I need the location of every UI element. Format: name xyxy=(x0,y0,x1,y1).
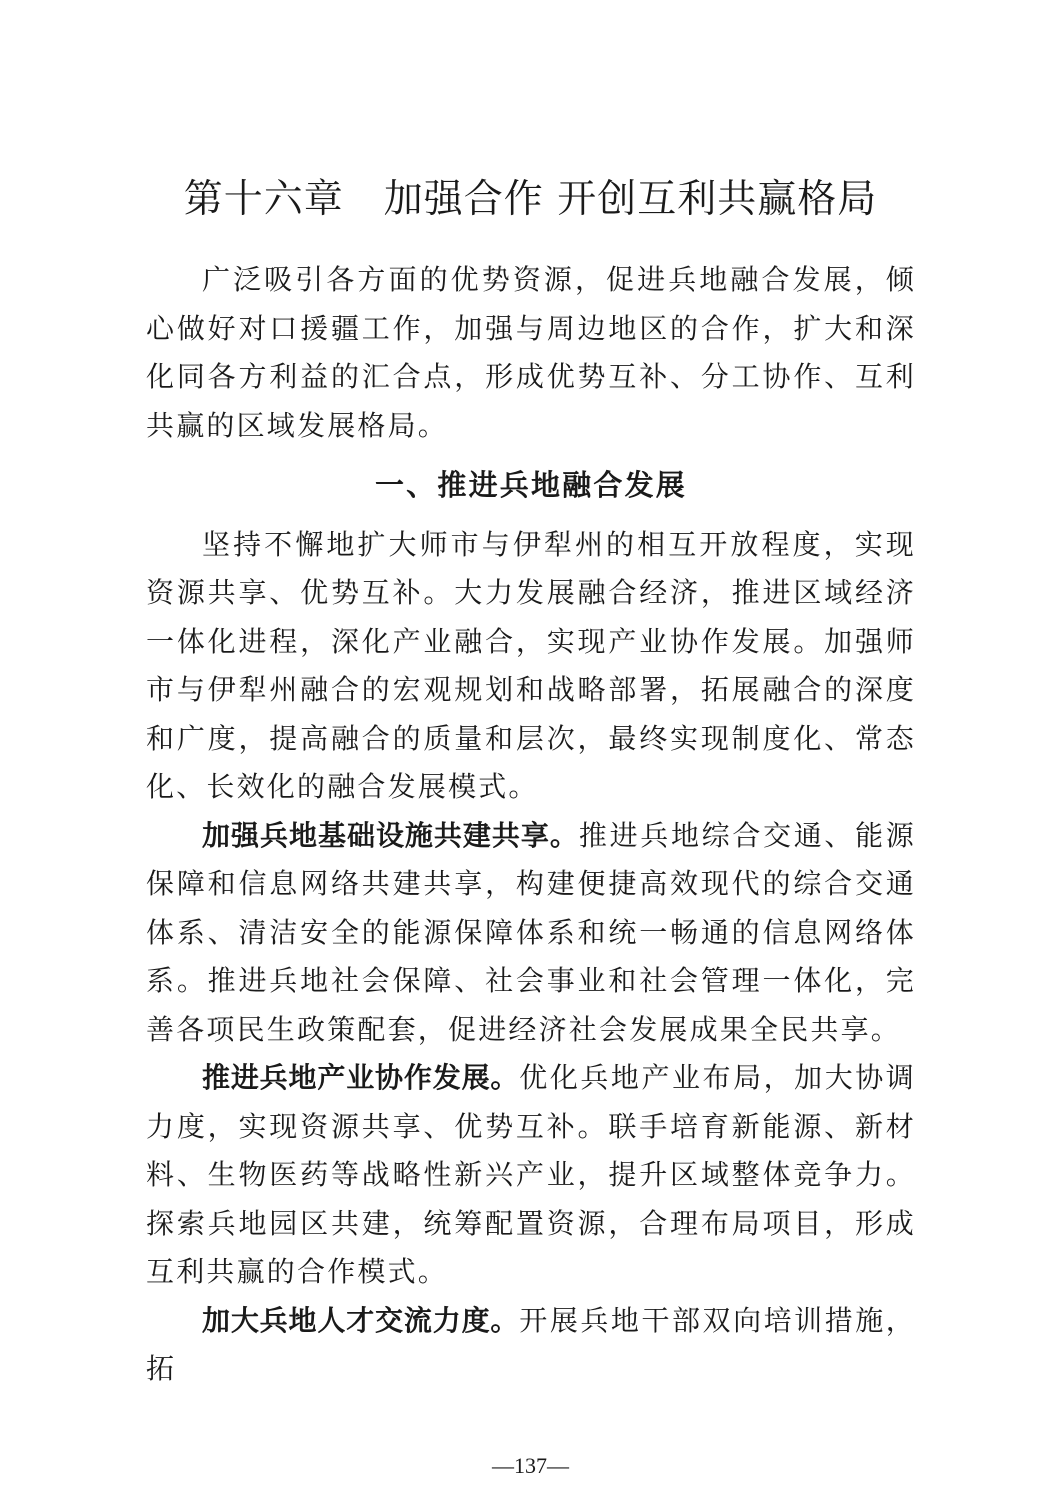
page-number: —137— xyxy=(492,1453,569,1478)
section-paragraph-2 xyxy=(146,812,916,1055)
section-paragraph-1 xyxy=(146,521,916,812)
paragraph-text: 推进兵地综合交通、能源保障和信息网络共建共享，构建便捷高效现代的综合交通体系、清洁安全的能源保障体系和统一畅通的信息网络体系。推进兵地社会保障、社会事业和社会管理一体化，完善各项民生政策配套，促进经济社会发展成果全民共享。 xyxy=(146,818,916,1046)
paragraph-text: 坚持不懈地扩大师市与伊犁州的相互开放程度，实现资源共享、优势互补。大力发展融合经济，推进区域经济一体化进程，深化产业融合，实现产业协作发展。加强师市与伊犁州融合的宏观规划和战略部署，拓展融合的深度和广度，提高融合的质量和层次，最终实现制度化、常态化、长效化的融合发展模式。 xyxy=(146,527,916,803)
paragraph-lead: 推进兵地产业协作发展。 xyxy=(202,1061,520,1094)
paragraph-text: 优化兵地产业布局，加大协调力度，实现资源共享、优势互补。联手培育新能源、新材料、生物医药等战略性新兴产业，提升区域整体竞争力。探索兵地园区共建，统筹配置资源，合理布局项目，形成互利共赢的合作模式。 xyxy=(146,1061,916,1288)
chapter-intro-paragraph: 广泛吸引各方面的优势资源，促进兵地融合发展，倾心做好对口援疆工作，加强与周边地区的合作，扩大和深化同各方利益的汇合点，形成优势互补、分工协作、互利共赢的区域发展格局。 xyxy=(146,263,916,442)
section-paragraph-3 xyxy=(146,1054,916,1297)
section-title: 一、推进兵地融合发展 xyxy=(374,468,687,502)
document-body xyxy=(146,256,916,1394)
chapter-title: 第十六章 加强合作 开创互利共赢格局 xyxy=(183,177,878,222)
paragraph-text: 开展兵地干部双向培训措施，拓 xyxy=(146,1303,916,1385)
paragraph-lead: 加强兵地基础设施共建共享。 xyxy=(202,818,579,852)
section-paragraph-4 xyxy=(146,1297,916,1394)
paragraph-lead: 加大兵地人才交流力度。 xyxy=(202,1303,520,1337)
